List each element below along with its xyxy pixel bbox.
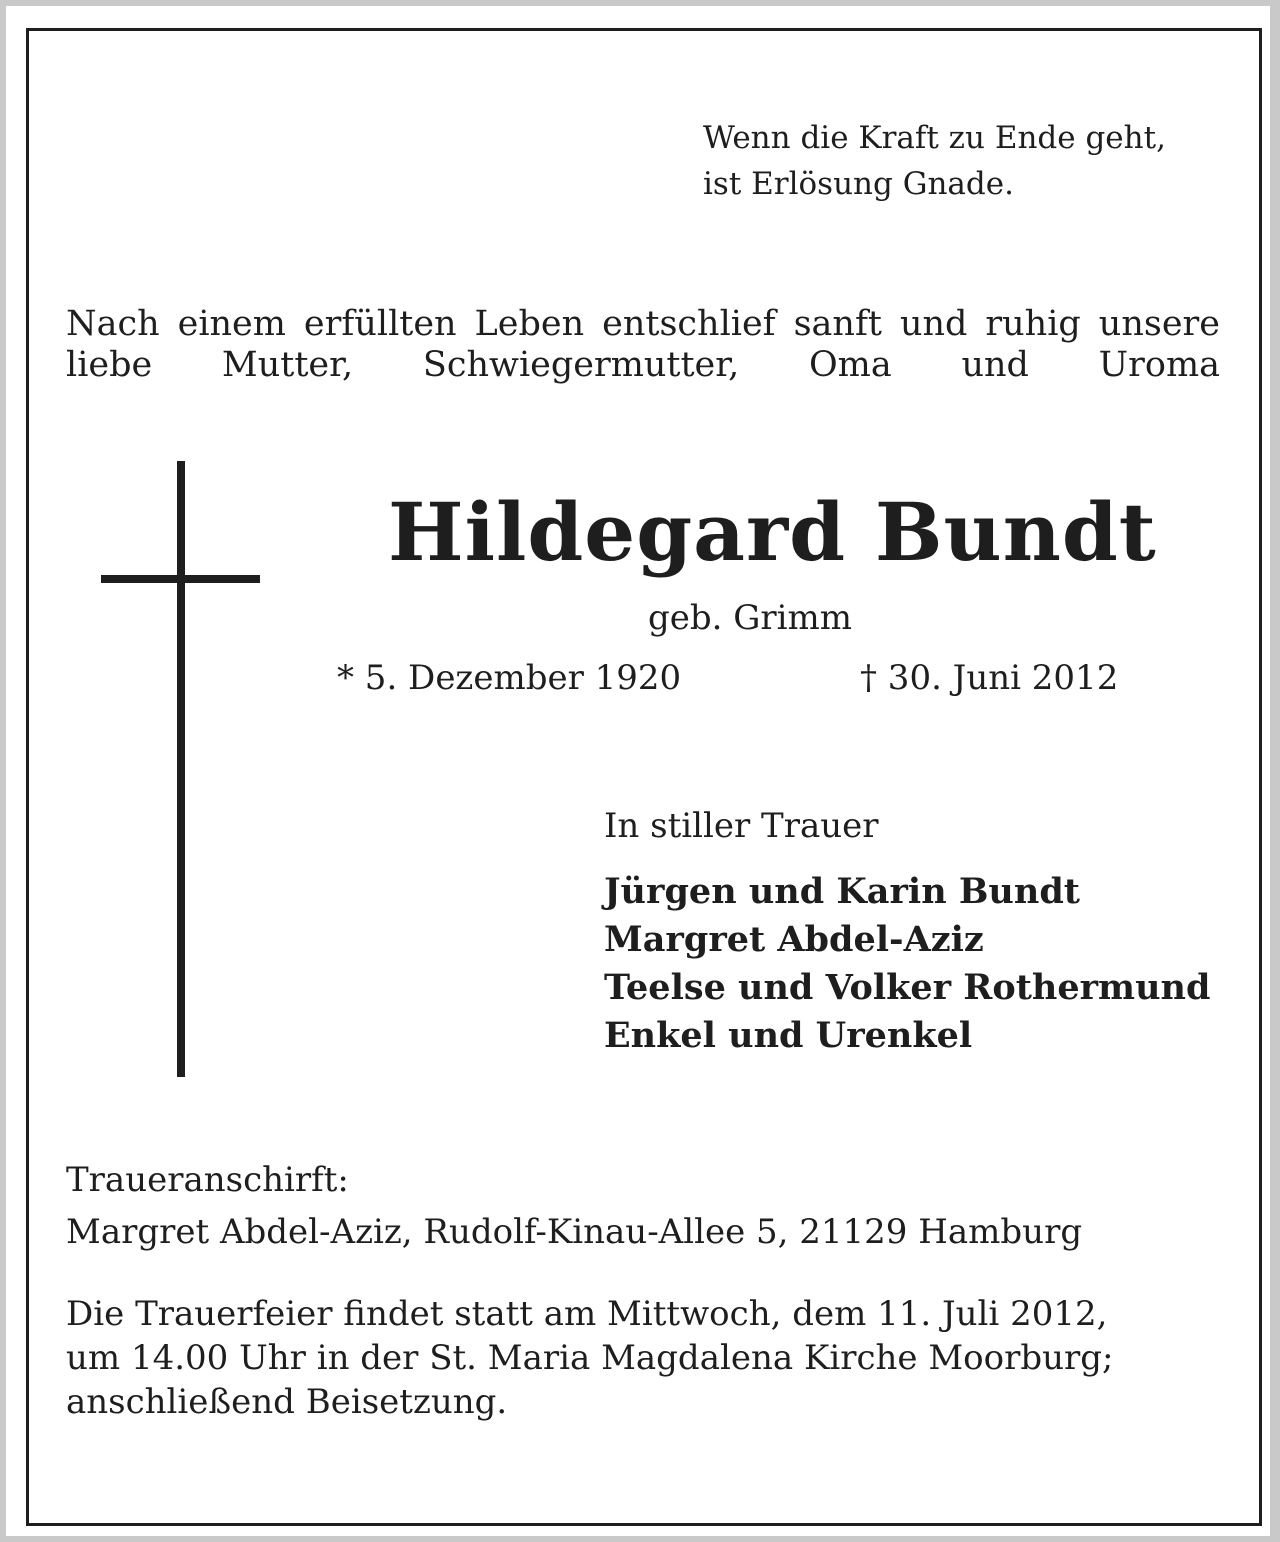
address-label: Traueranschirft: — [66, 1160, 349, 1200]
cross-icon-bar — [101, 575, 260, 583]
mourner-name: Margret Abdel-Aziz — [604, 919, 984, 960]
service-line-1: Die Trauerfeier findet statt am Mittwoch, dem 11. Juli 2012, — [66, 1294, 1108, 1334]
mourner-name: Jürgen und Karin Bundt — [604, 871, 1080, 912]
motto-line-1: Wenn die Kraft zu Ende geht, — [703, 120, 1166, 156]
service-info — [66, 1292, 1113, 1424]
cross-icon — [177, 461, 185, 1077]
maiden-name: geb. Grimm — [648, 598, 853, 638]
motto-line-2: ist Erlösung Gnade. — [703, 166, 1014, 202]
motto-verse — [703, 115, 1166, 207]
mourner-name: Enkel und Urenkel — [604, 1015, 973, 1056]
service-line-2: um 14.00 Uhr in der St. Maria Magdalena Kirche Moorburg; — [66, 1338, 1114, 1378]
mourner-name: Teelse und Volker Rothermund — [604, 967, 1211, 1008]
service-line-3: anschließend Beisetzung. — [66, 1382, 508, 1422]
birth-date: * 5. Dezember 1920 — [337, 658, 682, 698]
mourning-intro: In stiller Trauer — [604, 806, 879, 846]
address-text: Margret Abdel-Aziz, Rudolf-Kinau-Allee 5, 21129 Hamburg — [66, 1212, 1083, 1252]
mourners-list — [604, 868, 1210, 1060]
intro-text: Nach einem erfüllten Leben entschlief sanft und ruhig unsere liebe Mutter, Schwiegermutter, Oma und Uroma — [66, 304, 1220, 385]
death-date: † 30. Juni 2012 — [860, 658, 1119, 698]
deceased-name: Hildegard Bundt — [388, 485, 1157, 579]
